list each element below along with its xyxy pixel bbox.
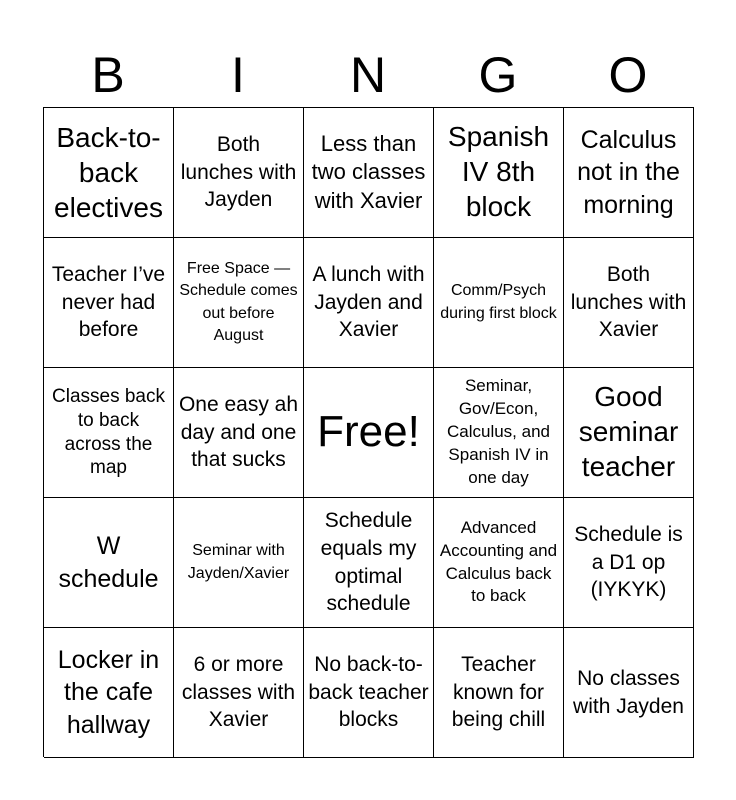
cell-text: Back-to-back electives (54, 122, 163, 223)
cell-text: Less than two classes with Xavier (311, 130, 426, 213)
bingo-cell[interactable] (304, 108, 434, 238)
cell-text: Comm/Psych during first block (440, 282, 557, 322)
bingo-grid (43, 107, 694, 757)
cell-text: Calculus not in the morning (577, 125, 680, 219)
cell-text: Seminar with Jayden/Xavier (187, 542, 290, 582)
free-space-cell[interactable] (304, 368, 434, 498)
cell-text: Seminar, Gov/Econ, Calculus, and Spanish IV in one day (446, 376, 550, 487)
bingo-cell[interactable] (44, 628, 174, 758)
bingo-cell[interactable] (564, 628, 694, 758)
cell-text: Both lunches with Xavier (570, 262, 687, 342)
cell-text: Teacher known for being chill (451, 652, 546, 732)
bingo-cell[interactable] (564, 368, 694, 498)
bingo-cell[interactable] (44, 368, 174, 498)
header-letter-i: I (231, 47, 245, 103)
cell-text: Schedule is a D1 op (IYKYK) (574, 522, 683, 602)
cell-text: Locker in the cafe hallway (57, 645, 160, 739)
cell-text: 6 or more classes with Xavier (181, 652, 296, 732)
bingo-cell[interactable] (304, 238, 434, 368)
bingo-cell[interactable] (174, 238, 304, 368)
bingo-cell[interactable] (44, 238, 174, 368)
bingo-cell[interactable] (304, 498, 434, 628)
cell-text: Free Space — Schedule comes out before August (179, 260, 298, 344)
bingo-cell[interactable] (434, 368, 564, 498)
cell-text: W schedule (58, 532, 159, 593)
bingo-cell[interactable] (564, 238, 694, 368)
cell-text: Both lunches with Jayden (180, 132, 297, 212)
cell-text: No classes with Jayden (573, 666, 684, 718)
bingo-cell[interactable] (434, 628, 564, 758)
header-letter-n: N (349, 47, 387, 103)
cell-text: Advanced Accounting and Calculus back to back (439, 517, 558, 606)
cell-text: A lunch with Jayden and Xavier (312, 262, 425, 342)
cell-text: Classes back to back across the map (52, 386, 165, 479)
bingo-cell[interactable] (434, 238, 564, 368)
bingo-header (43, 44, 693, 106)
bingo-cell[interactable] (174, 498, 304, 628)
cell-text: Teacher I’ve never had before (51, 262, 166, 342)
header-letter-b: B (91, 47, 125, 103)
bingo-cell[interactable] (564, 108, 694, 238)
bingo-cell[interactable] (434, 108, 564, 238)
bingo-cell[interactable] (434, 498, 564, 628)
bingo-cell[interactable] (304, 628, 434, 758)
bingo-cell[interactable] (174, 368, 304, 498)
cell-text: One easy ah day and one that sucks (178, 392, 299, 472)
free-space-text: Free! (317, 407, 420, 457)
cell-text: Spanish IV 8th block (447, 121, 550, 222)
bingo-cell[interactable] (44, 108, 174, 238)
cell-text: Schedule equals my optimal schedule (320, 509, 417, 616)
header-letter-o: O (608, 47, 648, 103)
header-letter-g: G (478, 47, 518, 103)
bingo-cell[interactable] (174, 628, 304, 758)
bingo-cell[interactable] (564, 498, 694, 628)
bingo-cell[interactable] (174, 108, 304, 238)
cell-text: Good seminar teacher (578, 381, 679, 482)
cell-text: No back-to-back teacher blocks (308, 652, 429, 732)
bingo-cell[interactable] (44, 498, 174, 628)
